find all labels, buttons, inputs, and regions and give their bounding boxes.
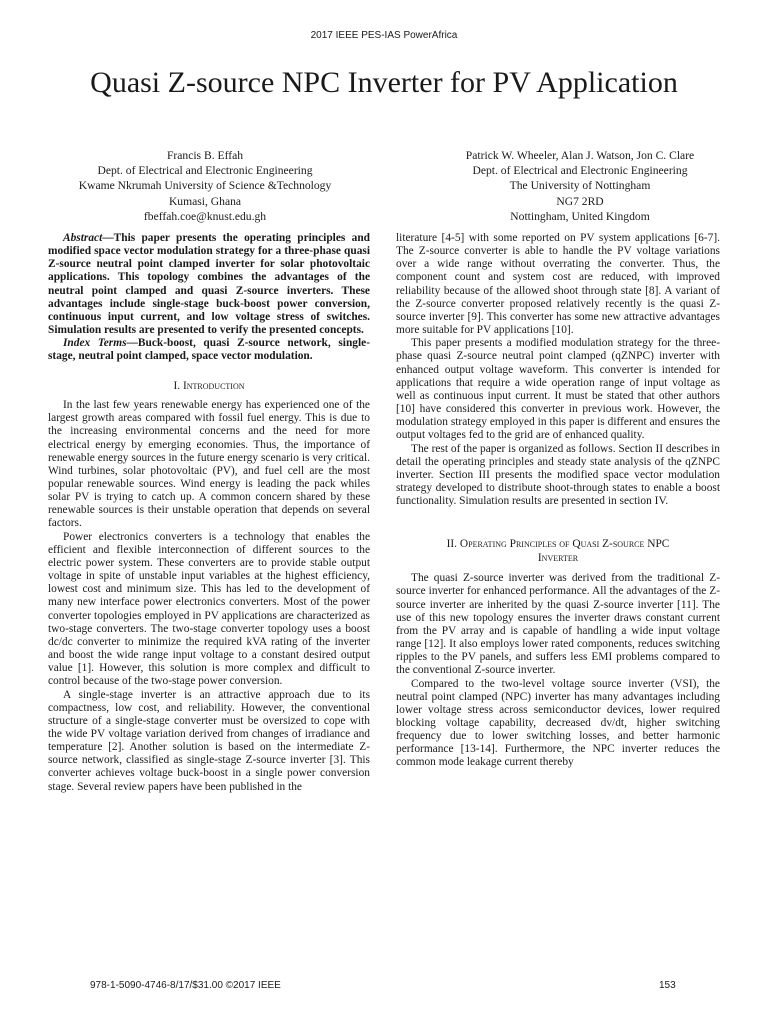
- author-university: The University of Nottingham: [509, 179, 651, 193]
- paragraph: In the last few years renewable energy has experienced one of the largest growth areas compared with fossil fuel energy. This is due to the increasing environmental concerns and the need for more electrical energy by emerging economies. Thus, the importance of renewable energy sources in the future energy scenario is very critical. Wind turbines, solar photovoltaic (PV), and fuel cell are the most popular renewable sources. Wind energy is leading the pack whiles solar PV is trying to catch up. A common concern shared by these renewable sources is their unstable operation that depends on several factors.: [48, 399, 370, 530]
- author-dept: Dept. of Electrical and Electronic Engineering: [97, 164, 313, 178]
- section-heading-introduction: [48, 380, 370, 394]
- section-title-line1: Operating Principles of Quasi Z-source NPC: [459, 538, 670, 551]
- author-university: Kwame Nkrumah University of Science &Technology: [78, 179, 332, 193]
- author-name: Francis B. Effah: [166, 149, 244, 162]
- left-column: [48, 232, 370, 794]
- author-location: Kumasi, Ghana: [168, 194, 242, 208]
- section-title: Introduction: [182, 379, 245, 392]
- paragraph: This paper presents a modified modulation strategy for the three-phase quasi Z-source neutral point clamped (qZNPC) inverter with enhanced output voltage waveform. This converter is intended for applications that require a wide operation range of input voltage as well as continuous input current. It must be stated that other authors [10] have considered this converter in previous work. However, the modulation strategy employed in this paper is different and ensures the output voltages fed to the grid are of enhanced quality.: [396, 337, 720, 442]
- paragraph-continuation: literature [4-5] with some reported on PV system applications [6-7]. The Z-source converter is able to handle the PV voltage variations over a wide range without overrating the converter. Thus, the component count and system cost are reduced, with improved reliability because of the allowed shoot through state [8]. A variant of the Z-source converter proposed relatively recently is the quasi Z-source inverter [9]. This converter has some new attractive advantages more suitable for PV applications [10].: [396, 232, 720, 337]
- section-number: I.: [173, 379, 183, 392]
- author-name: Patrick W. Wheeler, Alan J. Watson, Jon C. Clare: [465, 149, 695, 162]
- abstract-text: —This paper presents the operating principles and modified space vector modulation strategy for a three-phase quasi Z-source neutral point clamped inverter for solar photovoltaic applications. This topology combines the advantages of the neutral point clamped and quasi Z-source inverters. These advantages include single-stage buck-boost power conversion, continuous input current, and low voltage stress of switches. Simulation results are presented to verify the presented concepts.: [48, 232, 370, 337]
- abstract-label: Abstract: [63, 232, 103, 244]
- paragraph: The rest of the paper is organized as follows. Section II describes in detail the operating principles and steady state analysis of the qZNPC inverter. Section III presents the modified space vector modulation strategy developed to distribute shoot-through states to enable a boost functionality. Simulation results are presented in section IV.: [396, 442, 720, 508]
- section-title-line2: Inverter: [537, 551, 579, 564]
- right-column: [396, 232, 720, 770]
- author-email[interactable]: fbeffah.coe@knust.edu.gh: [143, 209, 267, 223]
- index-terms: [48, 337, 370, 363]
- paragraph: Power electronics converters is a technology that enables the efficient and flexible interconnection of different sources to the electric power system. These converters are to provide stable output voltage in spite of unstable input variables at the highest efficiency, lowest cost and minimum size. This has led to the development of many new interface power electronics converters. Most of the power converter topologies employed in PV applications are characterized as two-stage converters. The two-stage converter topology uses a boost dc/dc converter to minimize the required kVA rating of the inverter and boost the wide range input voltage to a constant desired output value [1]. However, this solution is more complex and difficult to control because of the two-stage power conversion.: [48, 530, 370, 688]
- author-dept: Dept. of Electrical and Electronic Engineering: [472, 164, 688, 178]
- conference-header: 2017 IEEE PES-IAS PowerAfrica: [310, 30, 458, 41]
- paragraph: The quasi Z-source inverter was derived from the traditional Z-source inverter for enhanced performance. All the advantages of the Z-source inverter are inherited by the quasi Z-source inverter [11]. The use of this new topology ensures the inverter draws constant current from the PV array and is capable of handling a wide input voltage range [12]. It also employs lower rated components, reduces switching ripples to the PV panels, and suffers less EMI problems compared to the conventional Z-source inverter.: [396, 572, 720, 677]
- index-terms-text: —Buck-boost, quasi Z-source network, single-stage, neutral point clamped, space vector modulation.: [48, 337, 370, 363]
- abstract: [48, 232, 370, 337]
- section-heading-operating-principles: [396, 538, 720, 565]
- author-block-right: [380, 148, 768, 224]
- footer-isbn: 978-1-5090-4746-8/17/$31.00 ©2017 IEEE: [90, 980, 281, 991]
- author-location: Nottingham, United Kingdom: [510, 209, 650, 223]
- page-number: 153: [659, 980, 676, 991]
- section-number: II.: [446, 538, 460, 551]
- index-terms-label: Index Terms: [63, 337, 127, 350]
- paragraph: A single-stage inverter is an attractive approach due to its compactness, low cost, and reliability. However, the conventional structure of a single-stage converter must be oversized to cope with the wide PV voltage variation derived from changes of irradiance and temperature [2]. Another solution is based on the intermediate Z-source network, classified as single-stage Z-source inverter [3]. This converter achieves voltage buck-boost in a single power conversion stage. Several review papers have been published in the: [48, 688, 370, 793]
- author-postcode: NG7 2RD: [556, 194, 604, 208]
- author-block-left: [0, 148, 410, 224]
- paper-title: Quasi Z-source NPC Inverter for PV Application: [90, 66, 678, 99]
- paragraph: Compared to the two-level voltage source inverter (VSI), the neutral point clamped (NPC) inverter has many advantages including lower voltage stress across semiconductor devices, lower required blocking voltage capability, decreased dv/dt, higher switching frequency due to lower switching losses, and better harmonic performance [13-14]. Furthermore, the NPC inverter reduces the common mode leakage current thereby: [396, 677, 720, 769]
